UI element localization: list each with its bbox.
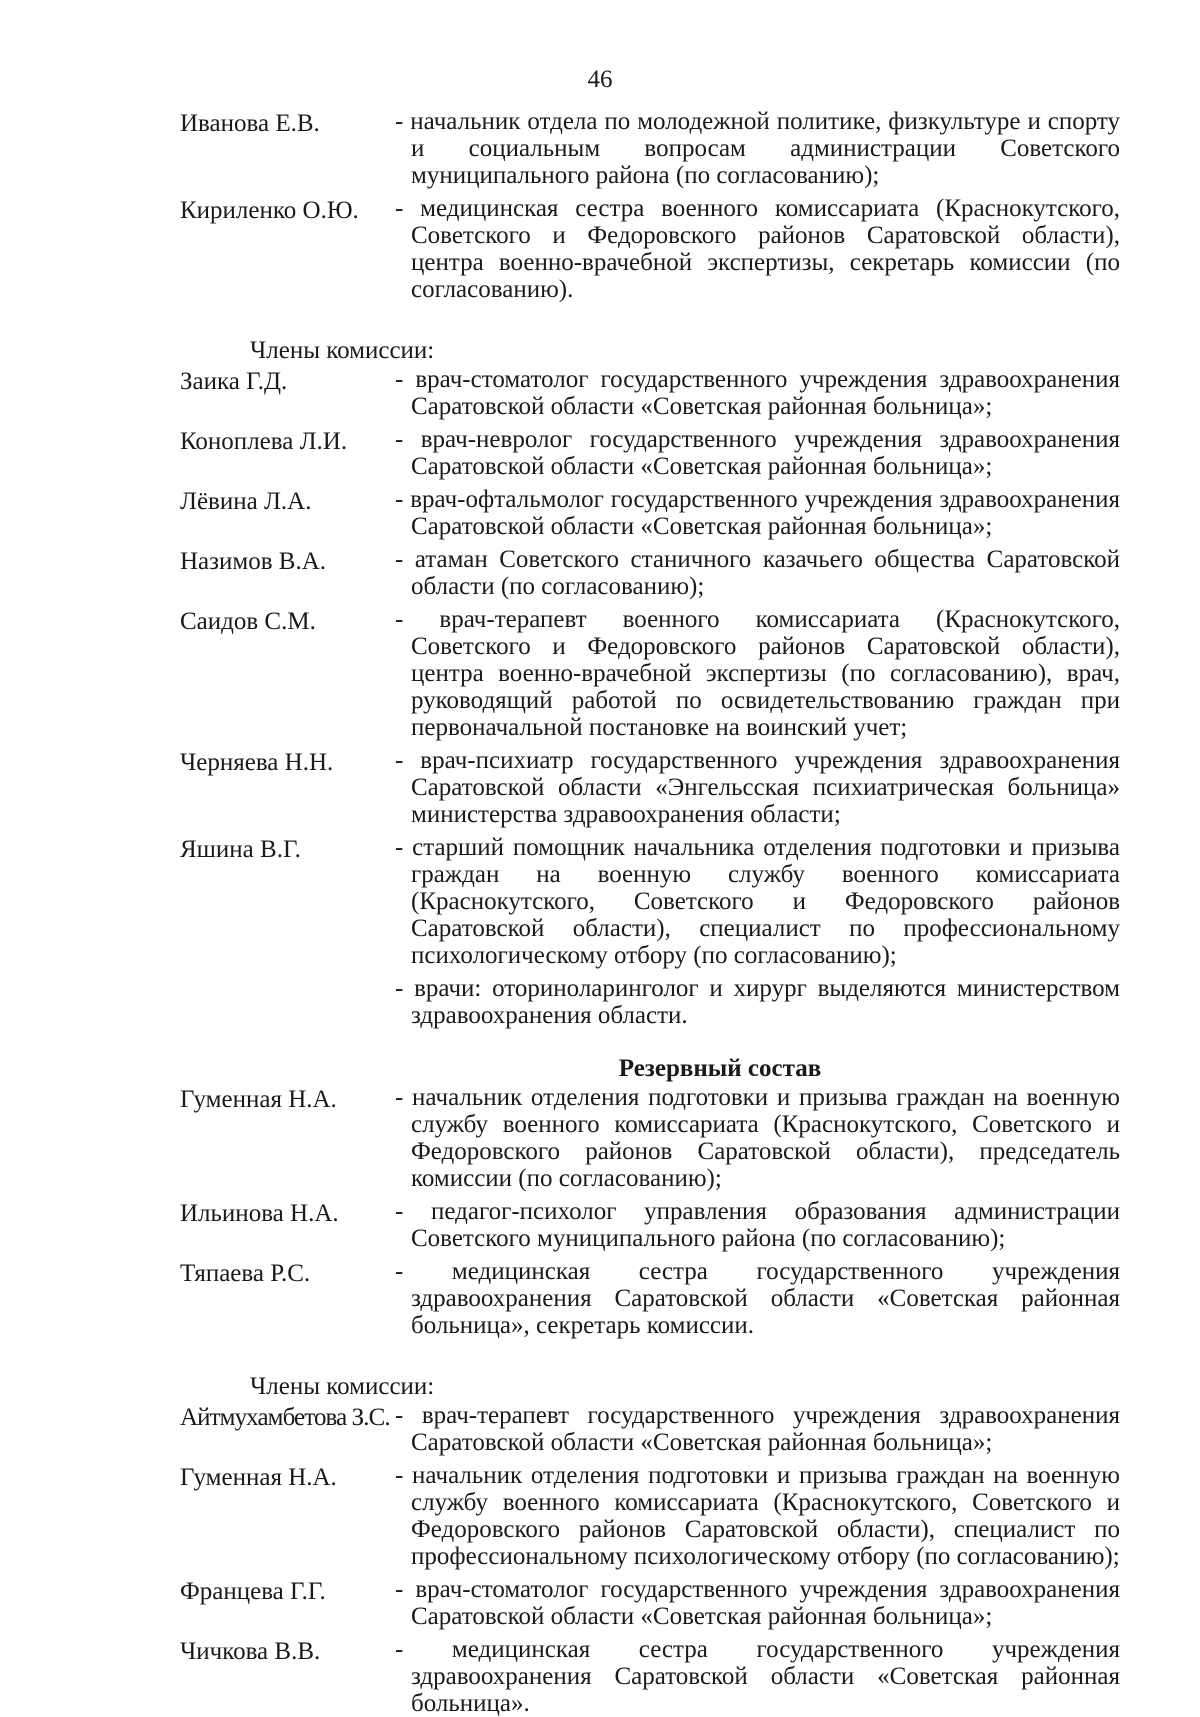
member-description: - старший помощник начальника отделения подготовки и призыва граждан на военную службу военного комиссариата (Краснокутского, Советского и Федоровского районов Саратовской области), специалист по профессиональному психологическому отбору (по согласованию); bbox=[395, 834, 1120, 969]
member-description: - атаман Советского станичного казачьего общества Саратовской области (по согласованию); bbox=[395, 546, 1120, 600]
member-description: - медицинская сестра военного комиссариата (Краснокутского, Советского и Федоровского районов Саратовской области), центра военно-врачебной экспертизы, секретарь комиссии (по согласованию). bbox=[395, 195, 1120, 303]
member-name: Яшина В.Г. bbox=[180, 836, 301, 863]
member-name: Гуменная Н.А. bbox=[180, 1464, 337, 1491]
entry-levina bbox=[180, 486, 1120, 540]
member-description: - врач-невролог государственного учреждения здравоохранения Саратовской области «Советская районная больница»; bbox=[395, 426, 1120, 480]
document-body bbox=[180, 108, 1120, 1717]
member-name: Ильинова Н.А. bbox=[180, 1200, 339, 1227]
entry-gumennaya-member bbox=[180, 1462, 1120, 1570]
member-description: - медицинская сестра государственного учреждения здравоохранения Саратовской области «Советская районная больница», секретарь комиссии. bbox=[395, 1258, 1120, 1339]
member-name: Кириленко О.Ю. bbox=[180, 197, 359, 224]
member-description: - начальник отдела по молодежной политике, физкультуре и спорту и социальным вопросам администрации Советского муниципального района (по согласованию); bbox=[395, 108, 1120, 189]
entry-chichkova bbox=[180, 1636, 1120, 1717]
member-description: - педагог-психолог управления образования администрации Советского муниципального района (по согласованию); bbox=[395, 1198, 1120, 1252]
member-description: - начальник отделения подготовки и призыва граждан на военную службу военного комиссариата (Краснокутского, Советского и Федоровского районов Саратовской области), специалист по профессиональному психологическому отбору (по согласованию); bbox=[395, 1462, 1120, 1570]
entry-chernyaeva bbox=[180, 747, 1120, 828]
members-label: Члены комиссии: bbox=[250, 337, 435, 364]
member-description: - врач-терапевт военного комиссариата (Краснокутского, Советского и Федоровского районов Саратовской области), центра военно-врачебной экспертизы (по согласованию), врач, руководящий работой по освидетельствованию граждан при первоначальной постановке на воинский учет; bbox=[395, 606, 1120, 741]
member-name: Назимов В.А. bbox=[180, 548, 327, 575]
reserve-section-title: Резервный состав bbox=[618, 1055, 822, 1082]
entry-ilinova bbox=[180, 1198, 1120, 1252]
member-name: Иванова Е.В. bbox=[180, 110, 320, 137]
member-name: Францева Г.Г. bbox=[180, 1578, 326, 1605]
member-name: Черняева Н.Н. bbox=[180, 749, 334, 776]
member-name: Тяпаева Р.С. bbox=[180, 1260, 311, 1287]
page-number: 46 bbox=[587, 66, 613, 93]
entry-ivanova bbox=[180, 108, 1120, 189]
entry-gumennaya-chair bbox=[180, 1084, 1120, 1192]
member-description: - врач-терапевт государственного учреждения здравоохранения Саратовской области «Советская районная больница»; bbox=[395, 1402, 1120, 1456]
reserve-members-label: Члены комиссии: bbox=[250, 1373, 435, 1400]
member-description: - медицинская сестра государственного учреждения здравоохранения Саратовской области «Советская районная больница». bbox=[395, 1636, 1120, 1717]
member-description: - врач-офтальмолог государственного учреждения здравоохранения Саратовской области «Советская районная больница»; bbox=[395, 486, 1120, 540]
entry-doctors-note bbox=[180, 975, 1120, 1029]
member-name: Лёвина Л.А. bbox=[180, 488, 312, 515]
entry-yashina bbox=[180, 834, 1120, 969]
member-name: Заика Г.Д. bbox=[180, 368, 288, 395]
member-description: - врач-стоматолог государственного учреждения здравоохранения Саратовской области «Советская районная больница»; bbox=[395, 1576, 1120, 1630]
member-description: - врач-психиатр государственного учреждения здравоохранения Саратовской области «Энгельсская психиатрическая больница» министерства здравоохранения области; bbox=[395, 747, 1120, 828]
entry-tyapaeva bbox=[180, 1258, 1120, 1339]
entry-frantseva bbox=[180, 1576, 1120, 1630]
member-description: - врач-стоматолог государственного учреждения здравоохранения Саратовской области «Советская районная больница»; bbox=[395, 366, 1120, 420]
entry-zaika bbox=[180, 366, 1120, 420]
entry-kirilenko bbox=[180, 195, 1120, 303]
entry-nazimov bbox=[180, 546, 1120, 600]
member-name: Гуменная Н.А. bbox=[180, 1086, 337, 1113]
member-name: Коноплева Л.И. bbox=[180, 428, 348, 455]
member-name: Айтмухамбетова З.С. bbox=[180, 1404, 390, 1431]
entry-saidov bbox=[180, 606, 1120, 741]
member-name: Чичкова В.В. bbox=[180, 1638, 321, 1665]
members-note: - врачи: оториноларинголог и хирург выделяются министерством здравоохранения области. bbox=[395, 975, 1120, 1029]
entry-aytmukhambetova bbox=[180, 1402, 1120, 1456]
member-name: Саидов С.М. bbox=[180, 608, 316, 635]
entry-konopleva bbox=[180, 426, 1120, 480]
member-description: - начальник отделения подготовки и призыва граждан на военную службу военного комиссариата (Краснокутского, Советского и Федоровского районов Саратовской области), председатель комиссии (по согласованию); bbox=[395, 1084, 1120, 1192]
